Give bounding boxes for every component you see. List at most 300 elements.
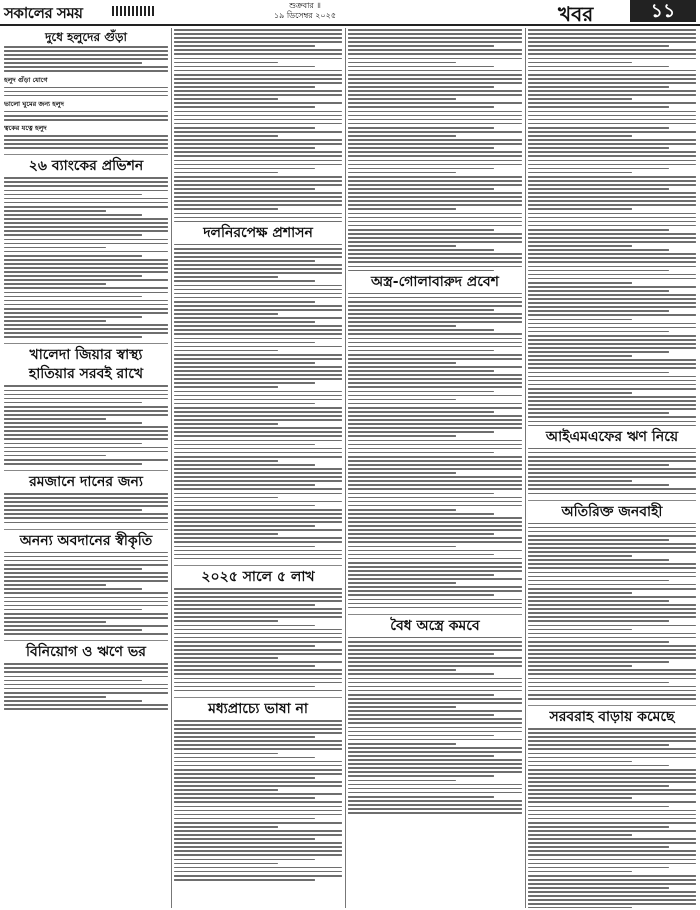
- text-line: [4, 95, 168, 97]
- text-line: [174, 90, 342, 92]
- text-line: [348, 221, 522, 223]
- text-line: [174, 350, 278, 352]
- text-line: [528, 376, 696, 378]
- text-line: [174, 342, 315, 344]
- text-line: [528, 744, 669, 746]
- text-line: [528, 45, 669, 47]
- text-line: [4, 304, 168, 306]
- text-line: [528, 838, 696, 840]
- text-line: [348, 266, 522, 268]
- text-line: [4, 259, 168, 261]
- text-line: [174, 180, 342, 182]
- text-line: [174, 842, 342, 844]
- text-line: [174, 297, 342, 299]
- text-line: [528, 310, 669, 312]
- text-line: [348, 673, 494, 675]
- text-line: [348, 653, 494, 655]
- text-line: [174, 826, 278, 828]
- text-line: [4, 556, 168, 558]
- text-line: [4, 177, 168, 179]
- text-line: [348, 440, 522, 442]
- text-line: [348, 590, 522, 592]
- text-line: [348, 293, 522, 295]
- text-line: [348, 98, 456, 100]
- text-line: [528, 249, 669, 251]
- text-line: [348, 86, 494, 88]
- text-line: [174, 641, 342, 643]
- text-line: [4, 292, 168, 294]
- text-line: [174, 554, 342, 556]
- text-line: [174, 358, 342, 360]
- text-line: [348, 370, 494, 372]
- text-line: [348, 164, 522, 166]
- text-line: [528, 728, 696, 730]
- text-line: [348, 541, 522, 543]
- text-line: [348, 751, 522, 753]
- text-line: [348, 115, 522, 117]
- text-line: [528, 115, 696, 117]
- text-line: [348, 637, 522, 639]
- text-line: [174, 244, 342, 246]
- text-line: [528, 592, 632, 594]
- text-line: [348, 808, 522, 810]
- text-line: [4, 430, 168, 432]
- text-line: [528, 229, 669, 231]
- issue-date: [250, 1, 360, 21]
- text-line: [174, 272, 342, 274]
- text-line: [528, 551, 696, 553]
- text-line: [174, 558, 342, 560]
- text-line: [528, 665, 632, 667]
- article-recognition: [4, 533, 168, 642]
- text-line: [348, 722, 522, 724]
- text-line: [174, 488, 342, 490]
- text-line: [528, 690, 696, 692]
- text-line: [174, 757, 315, 759]
- text-line: [174, 600, 342, 602]
- text-line: [348, 444, 522, 446]
- text-line: [528, 70, 696, 72]
- text-line: [528, 41, 696, 43]
- text-line: [348, 225, 522, 227]
- text-line: [348, 603, 522, 605]
- text-line: [4, 422, 142, 424]
- text-line: [174, 293, 342, 295]
- text-line: [348, 301, 522, 303]
- text-line: [4, 505, 168, 507]
- text-line: [528, 785, 669, 787]
- text-line: [528, 237, 696, 239]
- text-line: [348, 566, 522, 568]
- text-line: [174, 354, 342, 356]
- text-line: [528, 854, 696, 856]
- text-line: [174, 596, 342, 598]
- text-line: [348, 460, 522, 462]
- text-line: [528, 196, 696, 198]
- text-line: [174, 305, 342, 307]
- text-line: [528, 29, 696, 31]
- text-line: [348, 682, 522, 684]
- text-line: [174, 407, 342, 409]
- text-line: [348, 645, 522, 647]
- text-line: [528, 539, 669, 541]
- text-line: [528, 188, 669, 190]
- text-line: [174, 871, 342, 873]
- text-line: [348, 53, 522, 55]
- text-line: [348, 204, 522, 206]
- column-3: [348, 28, 522, 908]
- text-line: [528, 278, 696, 280]
- text-line: [174, 456, 342, 458]
- text-line: [174, 204, 342, 206]
- text-line: [528, 53, 696, 55]
- text-line: [528, 380, 696, 382]
- text-line: [348, 111, 522, 113]
- text-line: [174, 761, 342, 763]
- text-line: [528, 472, 696, 474]
- text-line: [348, 62, 456, 64]
- text-line: [348, 270, 494, 272]
- text-line: [528, 777, 696, 779]
- text-line: [528, 164, 696, 166]
- text-line: [4, 560, 168, 562]
- text-line: [348, 196, 522, 198]
- text-line: [528, 58, 696, 60]
- text-line: [528, 907, 632, 908]
- text-line: [528, 367, 696, 369]
- text-line: [348, 78, 522, 80]
- text-line: [528, 33, 696, 35]
- text-line: [174, 608, 342, 610]
- text-line: [174, 423, 278, 425]
- text-line: [174, 604, 315, 606]
- text-line: [528, 879, 696, 881]
- text-line: [528, 761, 632, 763]
- text-line: [4, 700, 142, 702]
- article-body: [528, 448, 696, 495]
- section-title: খবর: [558, 2, 594, 26]
- text-line: [528, 204, 696, 206]
- text-line: [348, 427, 522, 429]
- article-bank-provision: [4, 158, 168, 344]
- text-line: [174, 115, 342, 117]
- text-line: [348, 297, 522, 299]
- text-line: [4, 214, 142, 216]
- text-line: [348, 213, 522, 215]
- text-line: [4, 62, 142, 64]
- text-line: [528, 895, 696, 897]
- text-line: [4, 263, 168, 265]
- article-legal-arms: [348, 618, 522, 819]
- text-line: [174, 509, 342, 511]
- text-line: [174, 213, 342, 215]
- text-line: [348, 739, 522, 741]
- text-line: [528, 184, 696, 186]
- text-line: [4, 251, 168, 253]
- text-line: [348, 358, 522, 360]
- text-line: [4, 190, 168, 192]
- text-line: [528, 686, 696, 688]
- text-line: [528, 425, 696, 427]
- text-line: [528, 891, 696, 893]
- text-line: [4, 625, 168, 627]
- text-line: [528, 859, 696, 861]
- text-line: [348, 233, 522, 235]
- article-middle-east-language: [174, 701, 342, 886]
- text-line: [4, 54, 168, 56]
- text-line: [528, 793, 696, 795]
- text-line: [4, 667, 168, 669]
- text-line: [174, 724, 342, 726]
- text-line: [4, 222, 168, 224]
- text-line: [528, 484, 669, 486]
- text-line: [348, 333, 522, 335]
- text-line: [348, 41, 522, 43]
- text-line: [174, 472, 342, 474]
- text-line: [4, 194, 142, 196]
- text-line: [528, 298, 696, 300]
- text-line: [4, 704, 168, 706]
- text-line: [174, 45, 315, 47]
- text-line: [528, 531, 696, 533]
- article-body: [528, 523, 696, 700]
- text-line: [174, 863, 278, 865]
- text-line: [174, 62, 278, 64]
- text-line: [528, 286, 696, 288]
- text-line: [528, 302, 696, 304]
- text-line: [174, 616, 342, 618]
- text-line: [174, 867, 342, 869]
- text-line: [4, 443, 142, 445]
- article-headline: ২৬ ব্যাংকের প্রভিশন: [28, 158, 144, 175]
- article-headline: দলনিরপেক্ষ প্রশাসন: [203, 224, 313, 241]
- text-line: [174, 264, 342, 266]
- text-line: [528, 657, 696, 659]
- text-line: [528, 620, 669, 622]
- text-line: [528, 596, 696, 598]
- text-line: [174, 151, 342, 153]
- text-line: [174, 252, 342, 254]
- text-line: [174, 797, 315, 799]
- text-line: [4, 287, 168, 289]
- text-line: [348, 135, 456, 137]
- text-line: [528, 773, 696, 775]
- text-line: [174, 248, 342, 250]
- text-line: [528, 883, 696, 885]
- text-line: [174, 859, 315, 861]
- text-line: [348, 657, 522, 659]
- text-line: [174, 53, 342, 55]
- text-line: [528, 221, 696, 223]
- text-line: [174, 333, 342, 335]
- text-line: [348, 237, 522, 239]
- text-line: [174, 513, 342, 515]
- text-line: [4, 493, 168, 495]
- text-line: [348, 309, 494, 311]
- text-line: [348, 702, 522, 704]
- text-line: [174, 135, 278, 137]
- text-line: [4, 328, 168, 330]
- text-line: [528, 452, 696, 454]
- text-line: [4, 394, 168, 396]
- text-line: [528, 806, 669, 808]
- text-line: [528, 102, 696, 104]
- text-line: [174, 629, 342, 631]
- text-line: [4, 226, 168, 228]
- article-body: [4, 385, 168, 464]
- text-line: [348, 493, 494, 495]
- text-line: [348, 342, 522, 344]
- article-body: [174, 588, 342, 692]
- text-line: [348, 562, 522, 564]
- text-line: [348, 537, 522, 539]
- text-line: [528, 753, 696, 755]
- text-line: [174, 769, 342, 771]
- text-line: [174, 773, 342, 775]
- text-line: [528, 673, 696, 675]
- text-line: [528, 400, 696, 402]
- text-line: [348, 106, 494, 108]
- text-line: [528, 241, 696, 243]
- text-line: [4, 680, 142, 682]
- text-line: [4, 206, 168, 208]
- text-line: [4, 119, 168, 121]
- text-line: [528, 282, 632, 284]
- text-line: [4, 434, 168, 436]
- text-line: [348, 399, 456, 401]
- text-line: [348, 509, 456, 511]
- text-line: [348, 641, 522, 643]
- text-line: [174, 777, 315, 779]
- text-line: [348, 759, 522, 761]
- text-line: [174, 682, 342, 684]
- paper-name: সকালের সময়: [4, 4, 83, 22]
- text-line: [528, 698, 696, 700]
- text-line: [348, 119, 522, 121]
- text-line: [174, 378, 342, 380]
- text-line: [528, 572, 696, 574]
- text-line: [4, 684, 168, 686]
- article-ramadan: [4, 474, 168, 530]
- text-line: [348, 607, 522, 609]
- text-line: [4, 517, 168, 519]
- text-line: [174, 160, 342, 162]
- text-line: [348, 533, 494, 535]
- text-line: [4, 402, 142, 404]
- text-line: [348, 718, 522, 720]
- text-line: [348, 558, 522, 560]
- text-line: [348, 452, 494, 454]
- text-line: [348, 788, 522, 790]
- text-line: [174, 362, 315, 364]
- text-line: [174, 184, 342, 186]
- text-line: [528, 682, 669, 684]
- text-line: [528, 359, 696, 361]
- text-line: [348, 415, 522, 417]
- text-line: [174, 732, 342, 734]
- text-line: [528, 448, 696, 450]
- text-line: [174, 78, 342, 80]
- text-line: [4, 621, 106, 623]
- text-line: [528, 119, 696, 121]
- text-line: [348, 763, 522, 765]
- article-investment-loan: [4, 644, 168, 715]
- text-line: [174, 464, 315, 466]
- text-line: [528, 810, 696, 812]
- text-line: [348, 784, 522, 786]
- text-line: [528, 625, 696, 627]
- text-line: [4, 50, 168, 52]
- text-line: [174, 846, 342, 848]
- text-line: [528, 416, 696, 418]
- text-line: [174, 399, 342, 401]
- text-line: [174, 276, 278, 278]
- text-line: [348, 354, 522, 356]
- column-4: [528, 28, 696, 908]
- article-kicker: খালেদা জিয়ার স্বাস্থ্য: [29, 347, 143, 364]
- text-line: [528, 123, 696, 125]
- text-line: [348, 686, 522, 688]
- text-line: [348, 727, 522, 729]
- text-line: [174, 493, 342, 495]
- text-line: [528, 567, 696, 569]
- text-line: [528, 306, 696, 308]
- article-body: [4, 111, 168, 121]
- text-line: [174, 382, 315, 384]
- text-line: [174, 806, 342, 808]
- text-line: [528, 74, 696, 76]
- text-line: [4, 601, 168, 603]
- text-line: [528, 748, 696, 750]
- text-line: [348, 661, 522, 663]
- text-line: [528, 576, 696, 578]
- text-line: [348, 382, 522, 384]
- text-line: [4, 426, 168, 428]
- text-line: [528, 488, 696, 490]
- article-headline: সরবরাহ বাড়ায় কমেছে: [549, 709, 675, 726]
- text-line: [528, 217, 696, 219]
- text-line: [348, 678, 522, 680]
- text-line: [174, 338, 342, 340]
- text-line: [348, 488, 522, 490]
- text-line: [174, 86, 315, 88]
- text-line: [348, 168, 494, 170]
- article-headline: বিনিয়োগ ও ঋণে ভর: [26, 644, 146, 661]
- article-body: [528, 728, 696, 908]
- text-line: [174, 720, 342, 722]
- text-line: [174, 217, 342, 219]
- column-2: [174, 28, 342, 908]
- text-line: [528, 86, 669, 88]
- text-line: [528, 180, 696, 182]
- text-line: [174, 221, 342, 223]
- text-line: [174, 366, 342, 368]
- text-line: [4, 139, 168, 141]
- text-line: [174, 127, 315, 129]
- article-arms-ammunition: [348, 274, 522, 615]
- text-line: [348, 338, 522, 340]
- text-line: [174, 541, 342, 543]
- text-line: [528, 139, 696, 141]
- article-imf-loan: [528, 429, 696, 501]
- text-line: [528, 396, 696, 398]
- text-line: [528, 694, 696, 696]
- article-body: [528, 29, 696, 426]
- text-line: [174, 484, 315, 486]
- text-line: [528, 147, 669, 149]
- text-line: [528, 563, 696, 565]
- text-line: [348, 767, 522, 769]
